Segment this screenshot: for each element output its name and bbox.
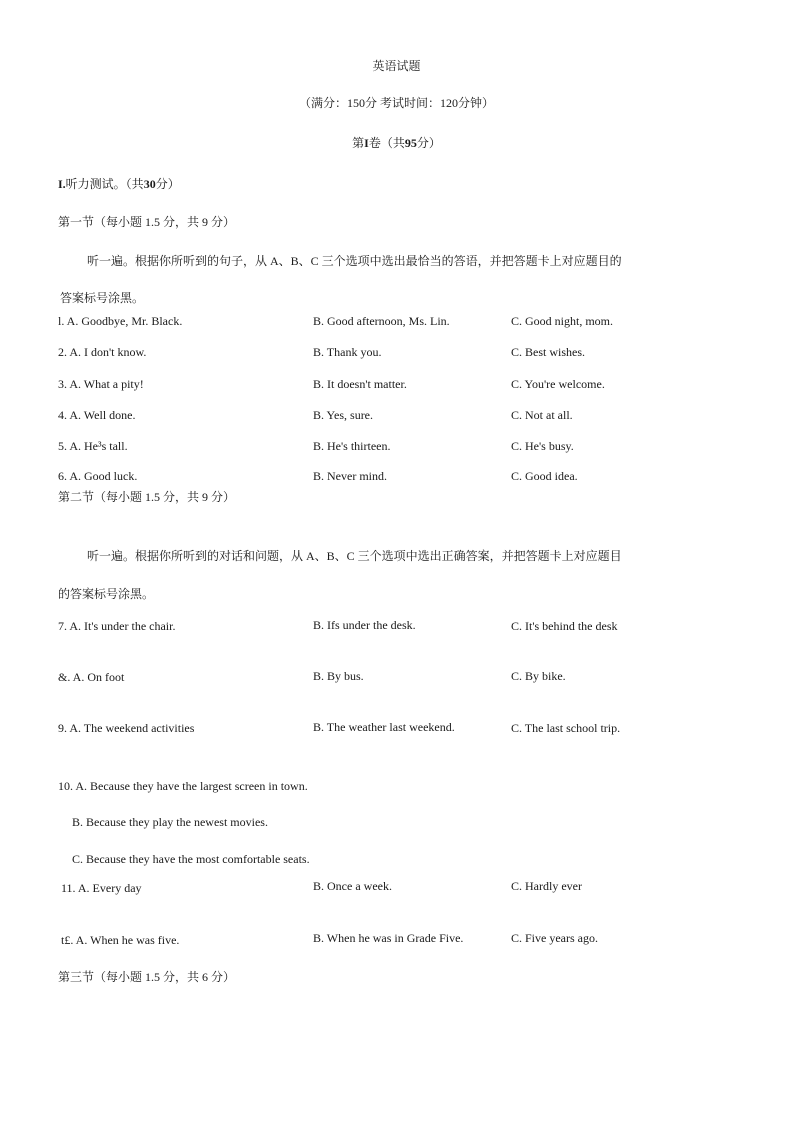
part1-points: 30: [143, 177, 156, 191]
question-8-option-c: C. By bike.: [511, 669, 566, 683]
question-10-option-b: B. Because they play the newest movies.: [72, 815, 268, 829]
question-2-option-c: C. Best wishes.: [511, 345, 586, 359]
question-9-option-a: 9. A. The weekend activities: [58, 721, 195, 735]
question-5-option-c: C. He's busy.: [511, 439, 574, 453]
question-5-option-a: 5. A. He³s tall.: [58, 439, 128, 453]
question-7-option-a: 7. A. It's under the chair.: [58, 619, 176, 633]
question-5-option-b: B. He's thirteen.: [313, 439, 391, 453]
question-10-option-a: 10. A. Because they have the largest screen in town.: [58, 779, 308, 793]
question-3-option-b: B. It doesn't matter.: [313, 377, 407, 391]
question-2-option-a: 2. A. I don't know.: [58, 345, 147, 359]
section1-heading: 第一节（每小题 1.5 分，共 9 分）: [58, 215, 236, 229]
section2-instruction-line1: 听一遍。根据你所听到的对话和问题，从 A、B、C 三个选项中选出正确答案，并把答题卡上对应题目: [87, 549, 622, 563]
volume-suffix: 分）: [416, 136, 441, 150]
question-4-option-c: C. Not at all.: [511, 408, 573, 422]
question-4-option-a: 4. A. Well done.: [58, 408, 136, 422]
question-6-option-c: C. Good idea.: [511, 469, 578, 483]
part1-suffix: 分）: [155, 177, 180, 191]
volume-points: 95: [404, 136, 417, 150]
question-11-option-a: 11. A. Every day: [61, 881, 142, 895]
question-6-option-a: 6. A. Good luck.: [58, 469, 138, 483]
question-1-option-a: l. A. Goodbye, Mr. Black.: [58, 314, 183, 328]
section3-heading: 第三节（每小题 1.5 分，共 6 分）: [58, 970, 236, 984]
question-12-option-b: B. When he was in Grade Five.: [313, 931, 464, 945]
volume-heading: [0, 136, 793, 150]
part1-number: I.: [58, 177, 66, 191]
question-12-option-a: t£. A. When he was five.: [61, 933, 180, 947]
question-8-option-a: &. A. On foot: [58, 670, 125, 684]
part1-text: 听力测试。（共: [65, 177, 144, 191]
question-10-option-c: C. Because they have the most comfortable seats.: [72, 852, 310, 866]
section1-instruction-line1: 听一遍。根据你所听到的句子，从 A、B、C 三个选项中选出最恰当的答语，并把答题卡上对应题目的: [87, 254, 622, 268]
section1-instruction-line2: 答案标号涂黑。: [60, 291, 145, 305]
question-3-option-a: 3. A. What a pity!: [58, 377, 144, 391]
question-9-option-b: B. The weather last weekend.: [313, 720, 455, 734]
question-1-option-b: B. Good afternoon, Ms. Lin.: [313, 314, 450, 328]
question-7-option-c: C. It's behind the desk: [511, 619, 618, 633]
question-11-option-c: C. Hardly ever: [511, 879, 582, 893]
question-7-option-b: B. Ifs under the desk.: [313, 618, 416, 632]
question-9-option-c: C. The last school trip.: [511, 721, 621, 735]
question-11-option-b: B. Once a week.: [313, 879, 392, 893]
question-1-option-c: C. Good night, mom.: [511, 314, 614, 328]
question-12-option-c: C. Five years ago.: [511, 931, 598, 945]
page-title: 英语试题: [372, 59, 421, 73]
volume-number: I: [364, 136, 369, 150]
question-8-option-b: B. By bus.: [313, 669, 364, 683]
volume-prefix: 第: [352, 136, 365, 150]
section2-instruction-line2: 的答案标号涂黑。: [58, 587, 155, 601]
part1-heading: [58, 177, 180, 191]
question-4-option-b: B. Yes, sure.: [313, 408, 374, 422]
volume-middle: 卷（共: [368, 136, 405, 150]
question-3-option-c: C. You're welcome.: [511, 377, 605, 391]
question-2-option-b: B. Thank you.: [313, 345, 382, 359]
exam-info: （满分：150分 考试时间：120分钟）: [298, 96, 494, 110]
question-6-option-b: B. Never mind.: [313, 469, 387, 483]
section2-heading: 第二节（每小题 1.5 分，共 9 分）: [58, 490, 236, 504]
